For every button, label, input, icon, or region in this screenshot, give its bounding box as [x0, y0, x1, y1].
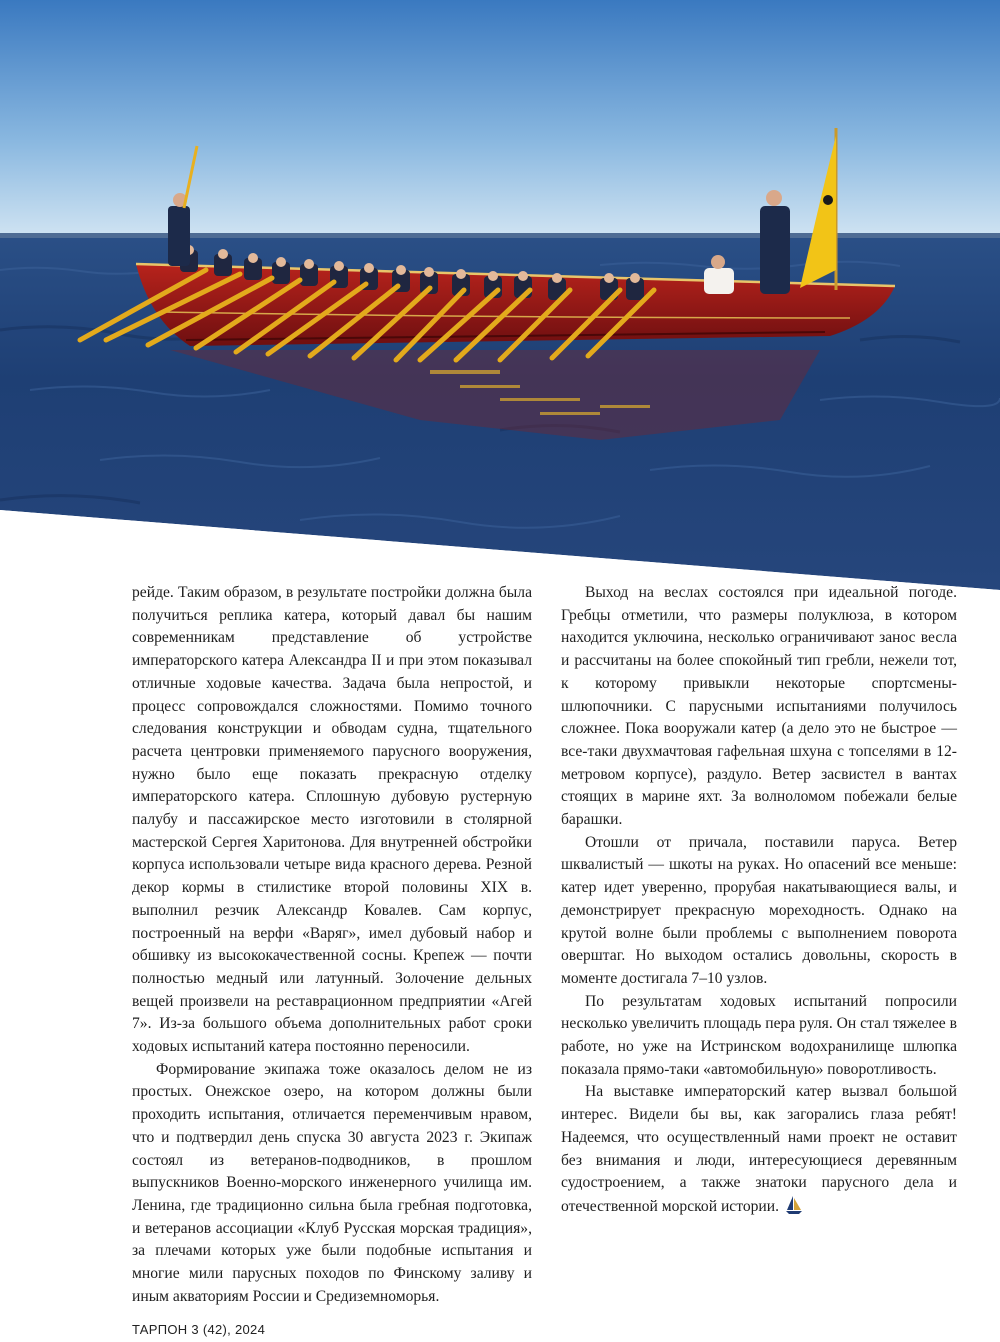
- paragraph: По результатам ходовых испытаний попросили несколько увеличить площадь пера руля. Он стал тяжелее в работе, но уже на Истринском водохранилище шлюпка показала прямо-таки «автомобильную» поворотливость.: [561, 992, 957, 1078]
- sailboat-end-icon: [785, 1195, 803, 1215]
- paragraph: На выставке императорский катер вызвал большой интерес. Видели бы вы, как загорались глаза ребят! Надеемся, что осуществленный нами проект не оставит без внимания и люди, интересующиеся деревянным судостроением, а также знатоки парусного дела и отечественной морской истории.: [561, 1083, 957, 1215]
- article-column-left: [132, 582, 532, 1309]
- page-footer: ТАРПОН 3 (42), 2024: [132, 1322, 266, 1337]
- paragraph: рейде. Таким образом, в результате постройки должна была получиться реплика катера, который давал бы нашим современникам представление об устройстве императорского катера Александра II и при этом показывал отличные ходовые качества. Задача была непростой, и процесс сопровождался сложностями. Помимо точного следования конструкции и обводам судна, тщательного расчета центровки применяемого парусного вооружения, нужно было еще показать прекрасную отделку императорского катера. Сплошную дубовую рустерную палубу и пассажирское место изготовили в столярной мастерской Сергея Харитонова. Для внутренней обстройки корпуса использовали четыре вида красного дерева. Резной декор кормы в стилистике второй половины XIX в. выполнил резчик Александр Ковалев. Сам корпус, построенный на верфи «Варяг», имел дубовый набор и обшивку из высококачественной сосны. Крепеж — почти полностью медный или латунный. Золочение дельных вещей произвели на реставрационном предприятии «Агей 7». Из-за большого объема дополнительных работ сроки ходовых испытаний катера постоянно переносили.: [132, 584, 532, 1056]
- paragraph: Формирование экипажа тоже оказалось делом не из простых. Онежское озеро, на котором должны были проходить испытания, отличается переменчивым нравом, что и подтвердил день спуска 30 августа 2023 г. Экипаж состоял из ветеранов-подводников, в прошлом выпускников Военно-морского инженерного училища им. Ленина, где традиционно сильна была гребная подготовка, и ветеранов ассоциации «Клуб Русская морская традиция», за плечами которых уже были подобные испытания и многие мили парусных походов по Финскому заливу и иным акваториям России и Средиземноморья.: [132, 1060, 532, 1305]
- paragraph: Отошли от причала, поставили паруса. Ветер шквалистый — шкоты на руках. Но опасений все меньше: катер идет уверенно, прорубая накатывающиеся валы, и демонстрирует прекрасную мореходность. Однако на крутой волне были проблемы с выполнением поворота оверштаг. Но выходом остались довольны, скорость в моменте достигала 7–10 узлов.: [561, 833, 957, 987]
- boat-photo: [0, 0, 1000, 590]
- paragraph: Выход на веслах состоялся при идеальной погоде. Гребцы отметили, что размеры полуклюза, в котором находится уключина, несколько ограничивают занос весла и рассчитаны на более спокойный тип гребли, нежели тот, к которому привыкли некоторые спортсмены-шлюпочники. С парусными испытаниями получилось сложнее. Пока вооружали катер (а дело это не быстрое — все-таки двухмачтовая гафельная шхуна с топселями в 12-метровом корпусе), раздуло. Ветер засвистел в вантах стоящих в марине яхт. За волноломом побежали белые барашки.: [561, 584, 957, 829]
- article-column-right: [561, 582, 957, 1219]
